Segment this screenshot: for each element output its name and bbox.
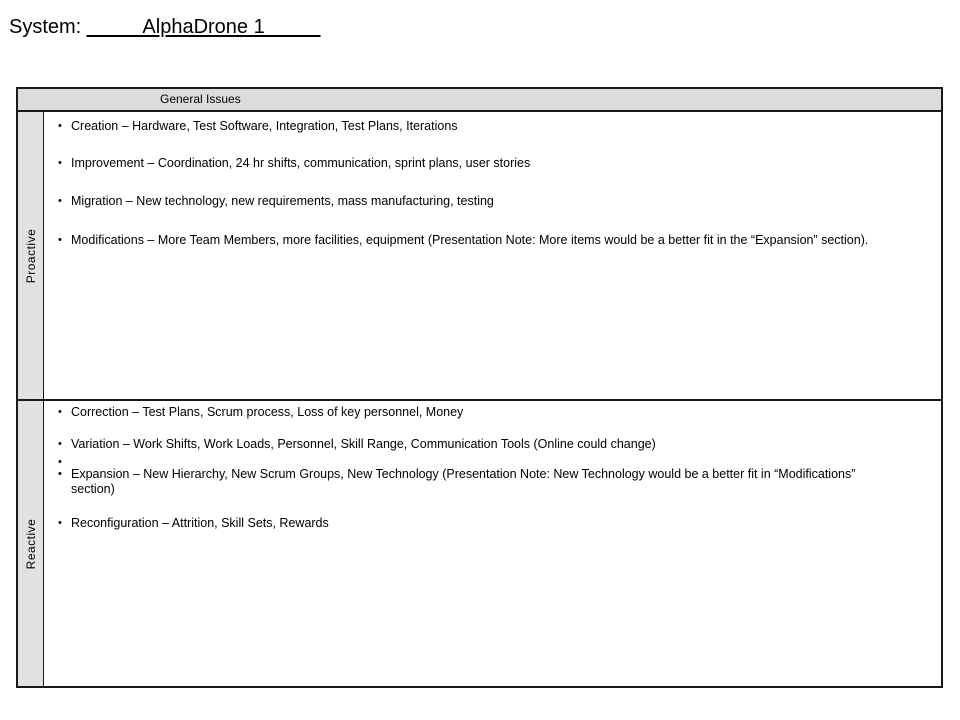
proactive-list — [58, 117, 901, 250]
reactive-label: Reactive — [23, 518, 38, 570]
list-item — [58, 435, 901, 453]
system-label: System: — [9, 16, 87, 38]
list-item — [58, 192, 901, 210]
empty-list-item — [58, 453, 901, 467]
general-issues-header — [18, 89, 941, 112]
list-item-text: • Correction – Test Plans, Scrum process, Loss of key personnel, Money — [71, 405, 464, 419]
list-item — [58, 514, 901, 532]
list-item-text: • Improvement – Coordination, 24 hr shifts, communication, sprint plans, user stories — [71, 156, 531, 170]
list-item — [58, 154, 901, 172]
system-name: _____AlphaDrone 1_____ — [86, 16, 321, 38]
proactive-label: Proactive — [23, 228, 38, 284]
list-item — [58, 230, 901, 250]
general-issues-label: General Issues — [160, 92, 241, 106]
reactive-section — [18, 401, 941, 686]
list-item-text: • Expansion – New Hierarchy, New Scrum Groups, New Technology (Presentation Note: New Technology would be a better fit in “Modifications” section) — [71, 467, 856, 496]
list-item-text: • Reconfiguration – Attrition, Skill Sets, Rewards — [71, 516, 329, 530]
issues-table — [16, 87, 943, 688]
reactive-list — [58, 403, 901, 532]
reactive-side-band — [18, 401, 44, 686]
list-item — [58, 403, 901, 421]
list-item-text: • Migration – New technology, new requirements, mass manufacturing, testing — [71, 194, 494, 208]
list-item-text: • Modifications – More Team Members, more facilities, equipment (Presentation Note: More items would be a better fit in the “Expansion” section). — [71, 233, 869, 247]
list-item-text: • Creation – Hardware, Test Software, Integration, Test Plans, Iterations — [71, 119, 458, 133]
list-item — [58, 467, 901, 497]
page-title — [9, 16, 320, 39]
proactive-side-band — [18, 112, 44, 399]
proactive-section — [18, 112, 941, 401]
list-item — [58, 117, 901, 135]
list-item-text: • Variation – Work Shifts, Work Loads, Personnel, Skill Range, Communication Tools (Online could change) — [71, 437, 656, 451]
